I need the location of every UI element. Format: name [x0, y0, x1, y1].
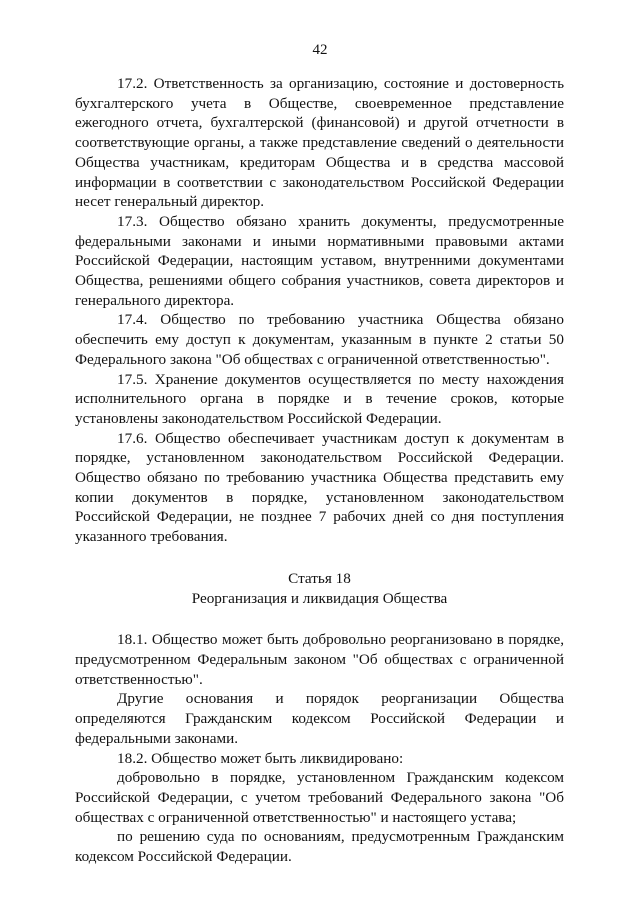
page-number: 42 [312, 42, 328, 58]
paragraph-18-2: 18.2. Общество может быть ликвидировано: [117, 749, 404, 767]
paragraph-18-1-other-grounds: Другие основания и порядок реорганизации Общества определяются Гражданским кодексом Российской Федерации и федеральными законами. [75, 690, 564, 747]
article-18-heading [75, 569, 564, 608]
paragraph-18-2-voluntary: добровольно в порядке, установленном Гражданским кодексом Российской Федерации, с учетом требований Федерального закона "Об обществах с ограниченной ответственностью" и настоящего устава; [75, 769, 564, 826]
paragraph-18-1: 18.1. Общество может быть добровольно реорганизовано в порядке, предусмотренном Федеральным законом "Об обществах с ограниченной ответственностью". [75, 631, 564, 688]
paragraph-17-6: 17.6. Общество обеспечивает участникам доступ к документам в порядке, установленном законодательством Российской Федерации. Общество обязано по требованию участника Общества представить ему копии документов в порядке, установленном законодательством Российской Федерации, не позднее 7 рабочих дней со дня поступления указанного требования. [75, 429, 564, 546]
paragraph-18-2-court: по решению суда по основаниям, предусмотренным Гражданским кодексом Российской Федерации. [75, 828, 564, 866]
article-label: Статья 18 [288, 569, 351, 587]
paragraph-17-4: 17.4. Общество по требованию участника Общества обязано обеспечить ему доступ к документам, указанным в пункте 2 статьи 50 Федерального закона "Об обществах с ограниченной ответственностью". [75, 311, 564, 368]
paragraph-17-2: 17.2. Ответственность за организацию, состояние и достоверность бухгалтерского учета в Обществе, своевременное представление ежегодного отчета, бухгалтерской (финансовой) и другой отчетности в соответствующие органы, а также представление сведений о деятельности Общества участникам, кредиторам Общества и в средства массовой информации в соответствии с законодательством Российской Федерации несет генеральный директор. [75, 75, 564, 211]
page-content [75, 74, 564, 867]
article-title: Реорганизация и ликвидация Общества [191, 589, 448, 607]
paragraph-17-5: 17.5. Хранение документов осуществляется по месту нахождения исполнительного органа в порядке и в течение сроков, которые установлены законодательством Российской Федерации. [75, 370, 564, 427]
paragraph-17-3: 17.3. Общество обязано хранить документы, предусмотренные федеральными законами и иными нормативными правовыми актами Российской Федерации, настоящим уставом, внутренними документами Общества, решениями общего собрания участников, совета директоров и генерального директора. [75, 212, 564, 309]
